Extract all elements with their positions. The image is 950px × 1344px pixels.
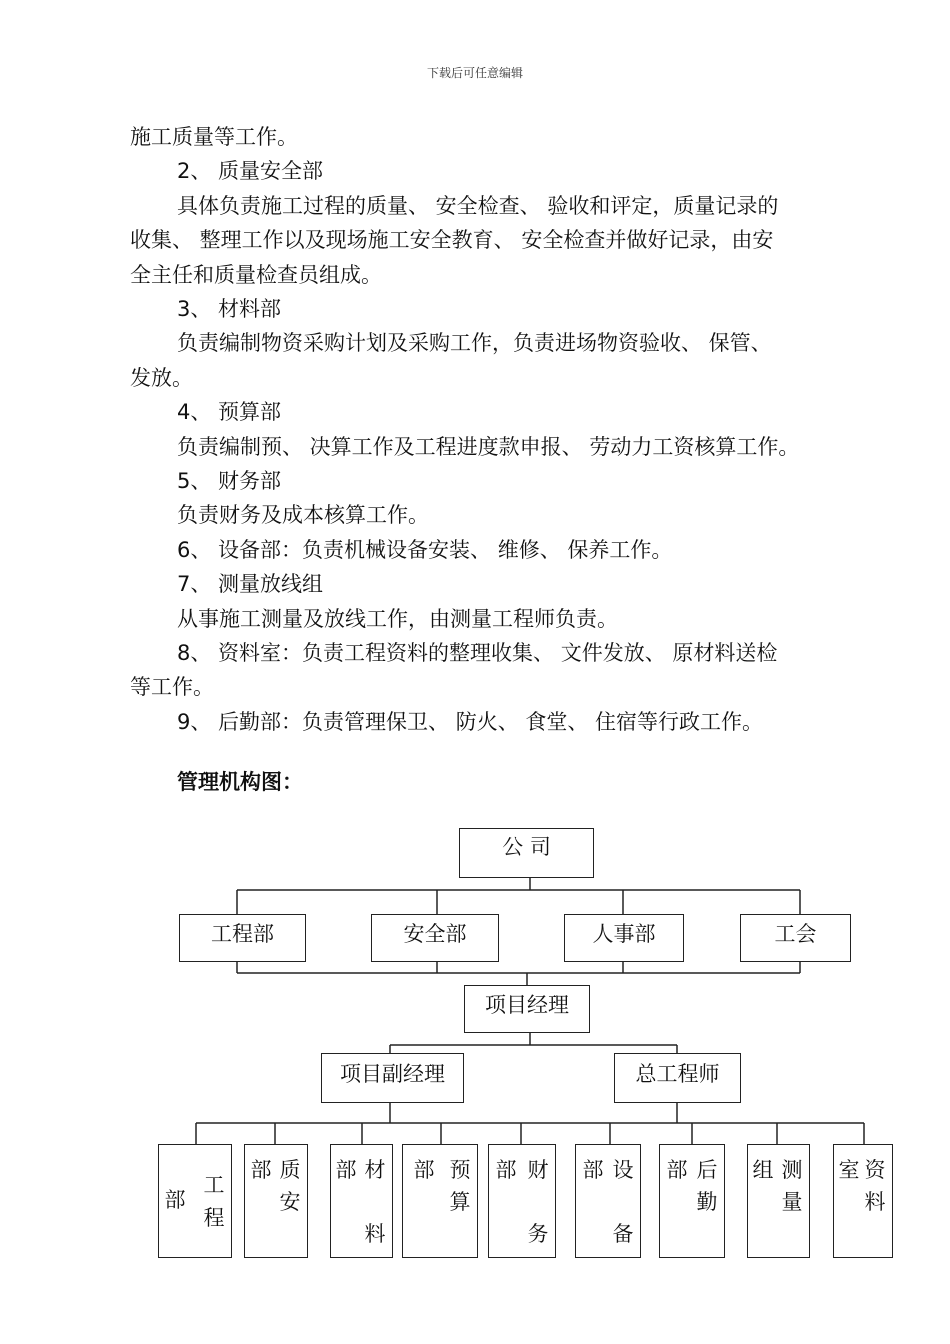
unit-box [747,1144,810,1258]
unit-char: 设 [612,1158,634,1182]
unit-char: 料 [364,1222,386,1246]
unit-char: 部 [164,1188,186,1212]
paragraph-line: 8、 资料室：负责工程资料的整理收集、 文件发放、 原材料送检 [177,641,778,665]
paragraph-line: 从事施工测量及放线工作，由测量工程师负责。 [177,606,618,631]
deputy-box [321,1053,464,1103]
unit-box [575,1144,641,1258]
unit-char: 部 [666,1158,688,1182]
unit-char: 勤 [696,1190,718,1214]
paragraph-line: 2、 质量安全部 [177,159,324,184]
unit-char: 测 [781,1158,803,1182]
unit-char: 务 [527,1222,549,1246]
unit-char: 安 [279,1190,301,1214]
org-chart-title: 管理机构图： [177,770,303,794]
paragraph-line: 具体负责施工过程的质量、 安全检查、 验收和评定，质量记录的 [177,193,779,218]
unit-box [833,1144,893,1258]
paragraph-line: 负责编制物资采购计划及采购工作，负责进场物资验收、 保管、 [177,331,772,356]
project-manager-box [464,985,590,1033]
company-box [459,828,594,878]
unit-box [488,1144,556,1258]
unit-char: 资 [864,1158,886,1182]
paragraph-line: 3、 材料部 [177,297,282,321]
paragraph-line: 7、 测量放线组 [177,572,324,597]
paragraph-line: 负责编制预、 决算工作及工程进度款申报、 劳动力工资核算工作。 [177,434,800,459]
unit-char: 部 [413,1158,435,1182]
unit-char: 室 [838,1158,860,1182]
unit-char: 料 [864,1190,886,1214]
unit-box [402,1144,478,1258]
unit-char: 程 [203,1206,225,1230]
unit-char: 工 [203,1173,225,1197]
department-box [179,914,306,962]
paragraph-line: 5、 财务部 [177,469,282,493]
department-label: 人事部 [592,922,656,946]
deputy-label: 项目副经理 [340,1062,445,1086]
paragraph-line: 4、 预算部 [177,400,282,425]
paragraph-line: 6、 设备部：负责机械设备安装、 维修、 保养工作。 [177,537,673,562]
deputy-label: 总工程师 [635,1062,720,1086]
project-manager-label: 项目经理 [485,993,569,1017]
unit-char: 后 [696,1158,718,1182]
unit-char: 部 [250,1158,272,1182]
unit-char: 部 [335,1158,357,1182]
unit-char: 财 [527,1158,549,1182]
unit-char: 材 [364,1158,386,1182]
unit-char: 量 [781,1190,803,1214]
deputy-box [614,1053,741,1103]
paragraph-line: 收集、 整理工作以及现场施工安全教育、 安全检查并做好记录，由安 [130,228,774,253]
unit-box [330,1144,393,1258]
department-box [371,914,499,962]
paragraph-line: 施工质量等工作。 [130,125,298,149]
department-label: 工会 [774,922,817,946]
paragraph-line: 负责财务及成本核算工作。 [177,503,429,528]
department-box [564,914,684,962]
unit-box [158,1144,232,1258]
unit-char: 预 [449,1158,471,1182]
paragraph-line: 9、 后勤部：负责管理保卫、 防火、 食堂、 住宿等行政工作。 [177,709,764,734]
department-box [740,914,851,962]
unit-box [659,1144,725,1258]
department-label: 安全部 [403,922,467,946]
department-label: 工程部 [211,922,274,946]
unit-char: 部 [495,1158,517,1182]
unit-box [244,1144,308,1258]
unit-char: 组 [752,1158,774,1182]
paragraph-line: 等工作。 [130,675,214,700]
paragraph-line: 全主任和质量检查员组成。 [130,262,382,287]
unit-char: 质 [279,1158,301,1182]
page-header: 下载后可任意编辑 [426,66,523,80]
unit-char: 备 [612,1222,634,1246]
paragraph-line: 发放。 [130,365,193,390]
unit-char: 算 [449,1190,471,1214]
company-label: 公 司 [502,835,551,859]
unit-char: 部 [582,1158,604,1182]
